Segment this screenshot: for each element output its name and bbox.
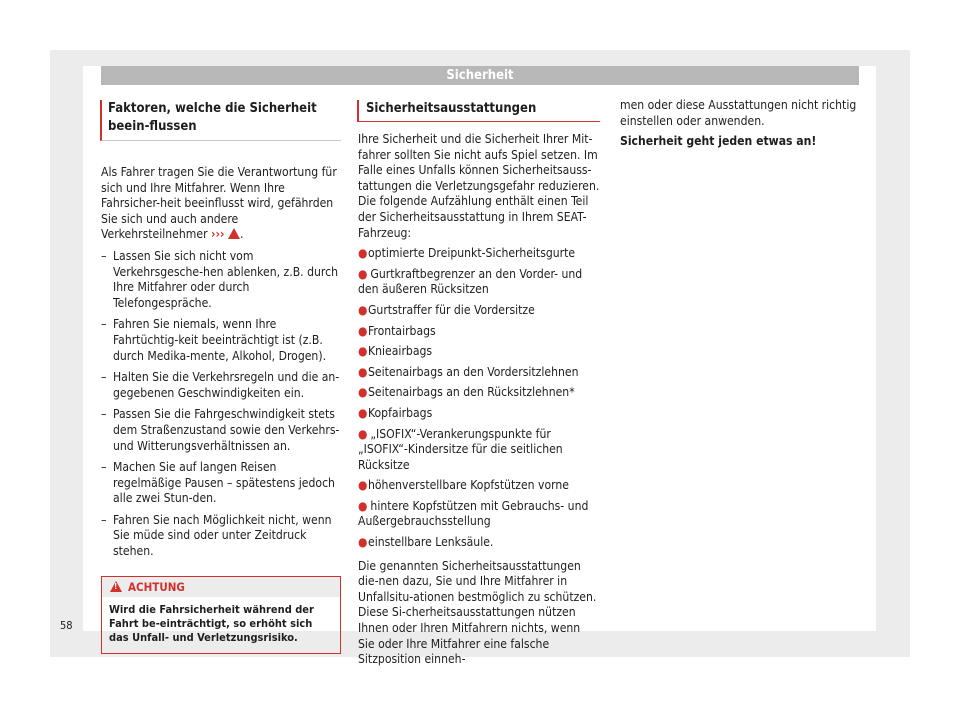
bullet-list-item [358, 303, 600, 319]
bullet-list-item [358, 499, 600, 530]
bullet-item-text: hintere Kopfstützen mit Gebrauchs- und Außergebrauchsstellung [358, 498, 589, 529]
dash-item-text: Passen Sie die Fahrgeschwindigkeit stets dem Straßenzustand sowie den Verkehrs- und Witterungsverhältnissen an. [113, 407, 340, 453]
bullet-item-text: Kopfairbags [368, 405, 433, 420]
bullet-item-text: höhenverstellbare Kopfstützen vorne [368, 478, 569, 493]
bullet-marker: ● [358, 266, 368, 281]
dash-item-text: Fahren Sie nach Möglichkeit nicht, wenn Sie müde sind oder unter Zeitdruck stehen. [113, 512, 332, 559]
left-intro [101, 165, 341, 243]
middle-column [358, 100, 600, 668]
page-number: 58 [60, 619, 73, 632]
cross-reference-link[interactable]: ››› [211, 227, 225, 242]
bullet-item-text: Knieairbags [368, 344, 433, 359]
middle-intro: Ihre Sicherheit und die Sicherheit Ihrer Mit-fahrer sollten Sie nicht aufs Spiel setzen. Im Falle eines Unfalls können Sicherheitsauss-tattungen die Verletzungsgefahr reduzieren. Die folgende Aufzählung enthält einen Teil der Sicherheitsausstattung in Ihrem SEAT-Fahrzeug: [358, 132, 600, 240]
right-column [620, 98, 860, 150]
dash-list-item [101, 370, 341, 401]
bullet-item-text: Seitenairbags an den Rücksitzlehnen* [368, 385, 575, 400]
warning-label: ACHTUNG [128, 579, 185, 594]
dash-item-text: Fahren Sie niemals, wenn Ihre Fahrtüchtig-keit beeinträchtigt ist (z.B. durch Medika-mente, Alkohol, Drogen). [113, 317, 327, 363]
right-text: men oder diese Ausstattungen nicht richtig einstellen oder anwenden. [620, 98, 857, 128]
bullet-list-item [358, 344, 600, 360]
bullet-list-item [358, 406, 600, 422]
dash-item-text: Lassen Sie sich nicht vom Verkehrsgesche-hen ablenken, z.B. durch Ihre Mitfahrer oder durch Telefongespräche. [113, 248, 338, 310]
bullet-marker: ● [358, 385, 368, 400]
warning-text: Wird die Fahrsicherheit während der Fahrt be-einträchtigt, so erhöht sich das Unfall- und Verletzungsrisiko. [109, 602, 314, 644]
bullet-item-text: einstellbare Lenksäule. [368, 535, 494, 550]
bullet-list-item [358, 427, 600, 474]
bullet-marker: ● [358, 478, 368, 493]
bullet-marker: ● [358, 246, 368, 261]
warning-icon [110, 581, 122, 592]
left-heading: Faktoren, welche die Sicherheit beein-flussen [100, 100, 341, 141]
bullet-list-item [358, 267, 600, 298]
warning-box [101, 576, 341, 654]
bullet-item-text: Frontairbags [368, 323, 436, 338]
dash-list-item [101, 407, 341, 454]
right-bold-note: Sicherheit geht jeden etwas an! [620, 134, 817, 149]
bullet-list-item [358, 365, 600, 381]
dash-marker: – [101, 407, 107, 422]
bullet-item-text: Gurtstraffer für die Vordersitze [368, 302, 535, 317]
dash-item-text: Halten Sie die Verkehrsregeln und die an-gegebenen Geschwindigkeiten ein. [113, 370, 340, 400]
bullet-item-text: „ISOFIX“-Verankerungspunkte für „ISOFIX“-Kindersitze für die seitlichen Rücksitze [358, 426, 563, 472]
dash-marker: – [101, 370, 107, 385]
warning-header [102, 577, 340, 597]
bullet-list-item [358, 478, 600, 494]
bullet-marker: ● [358, 405, 368, 420]
bullet-marker: ● [358, 323, 368, 338]
left-column [101, 100, 341, 654]
left-intro-end: . [239, 227, 244, 242]
section-header: Sicherheit [101, 66, 859, 85]
warning-triangle-icon [228, 228, 240, 239]
dash-marker: – [101, 460, 107, 475]
dash-list-item [101, 317, 341, 364]
middle-bullet-list [358, 246, 600, 551]
dash-list-item [101, 513, 341, 560]
bullet-marker: ● [358, 302, 368, 317]
middle-heading: Sicherheitsausstattungen [357, 100, 600, 122]
left-dash-list [101, 249, 341, 560]
bullet-item-text: Seitenairbags an den Vordersitzlehnen [368, 364, 579, 379]
bullet-marker: ● [358, 364, 368, 379]
left-intro-text: Als Fahrer tragen Sie die Verantwortung für sich und Ihre Mitfahrer. Wenn Ihre Fahrsicher-heit beeinflusst wird, gefährden Sie sich und auch andere Verkehrsteilnehmer [101, 165, 337, 242]
middle-outro: Die genannten Sicherheitsausstattungen die-nen dazu, Sie und Ihre Mitfahrer in Unfallsitu-ationen bestmöglich zu schützen. Diese Si-cherheitsausstattungen nützen Ihnen oder Ihren Mitfahrern nichts, wenn Sie oder Ihre Mitfahrer eine falsche Sitzposition einneh- [358, 558, 597, 667]
dash-item-text: Machen Sie auf langen Reisen regelmäßige Pausen – spätestens jedoch alle zwei Stun-den. [113, 460, 335, 506]
dash-marker: – [101, 512, 107, 527]
bullet-item-text: Gurtkraftbegrenzer an den Vorder- und den äußeren Rücksitzen [358, 266, 583, 297]
bullet-marker: ● [358, 498, 368, 513]
bullet-marker: ● [358, 426, 368, 441]
bullet-marker: ● [358, 344, 368, 359]
dash-marker: – [101, 317, 107, 332]
bullet-list-item [358, 385, 600, 401]
dash-list-item [101, 460, 341, 507]
bullet-list-item [358, 246, 600, 262]
bullet-marker: ● [358, 535, 368, 550]
dash-list-item [101, 249, 341, 311]
bullet-list-item [358, 324, 600, 340]
bullet-item-text: optimierte Dreipunkt-Sicherheitsgurte [368, 246, 576, 261]
bullet-list-item [358, 535, 600, 551]
dash-marker: – [101, 248, 107, 263]
